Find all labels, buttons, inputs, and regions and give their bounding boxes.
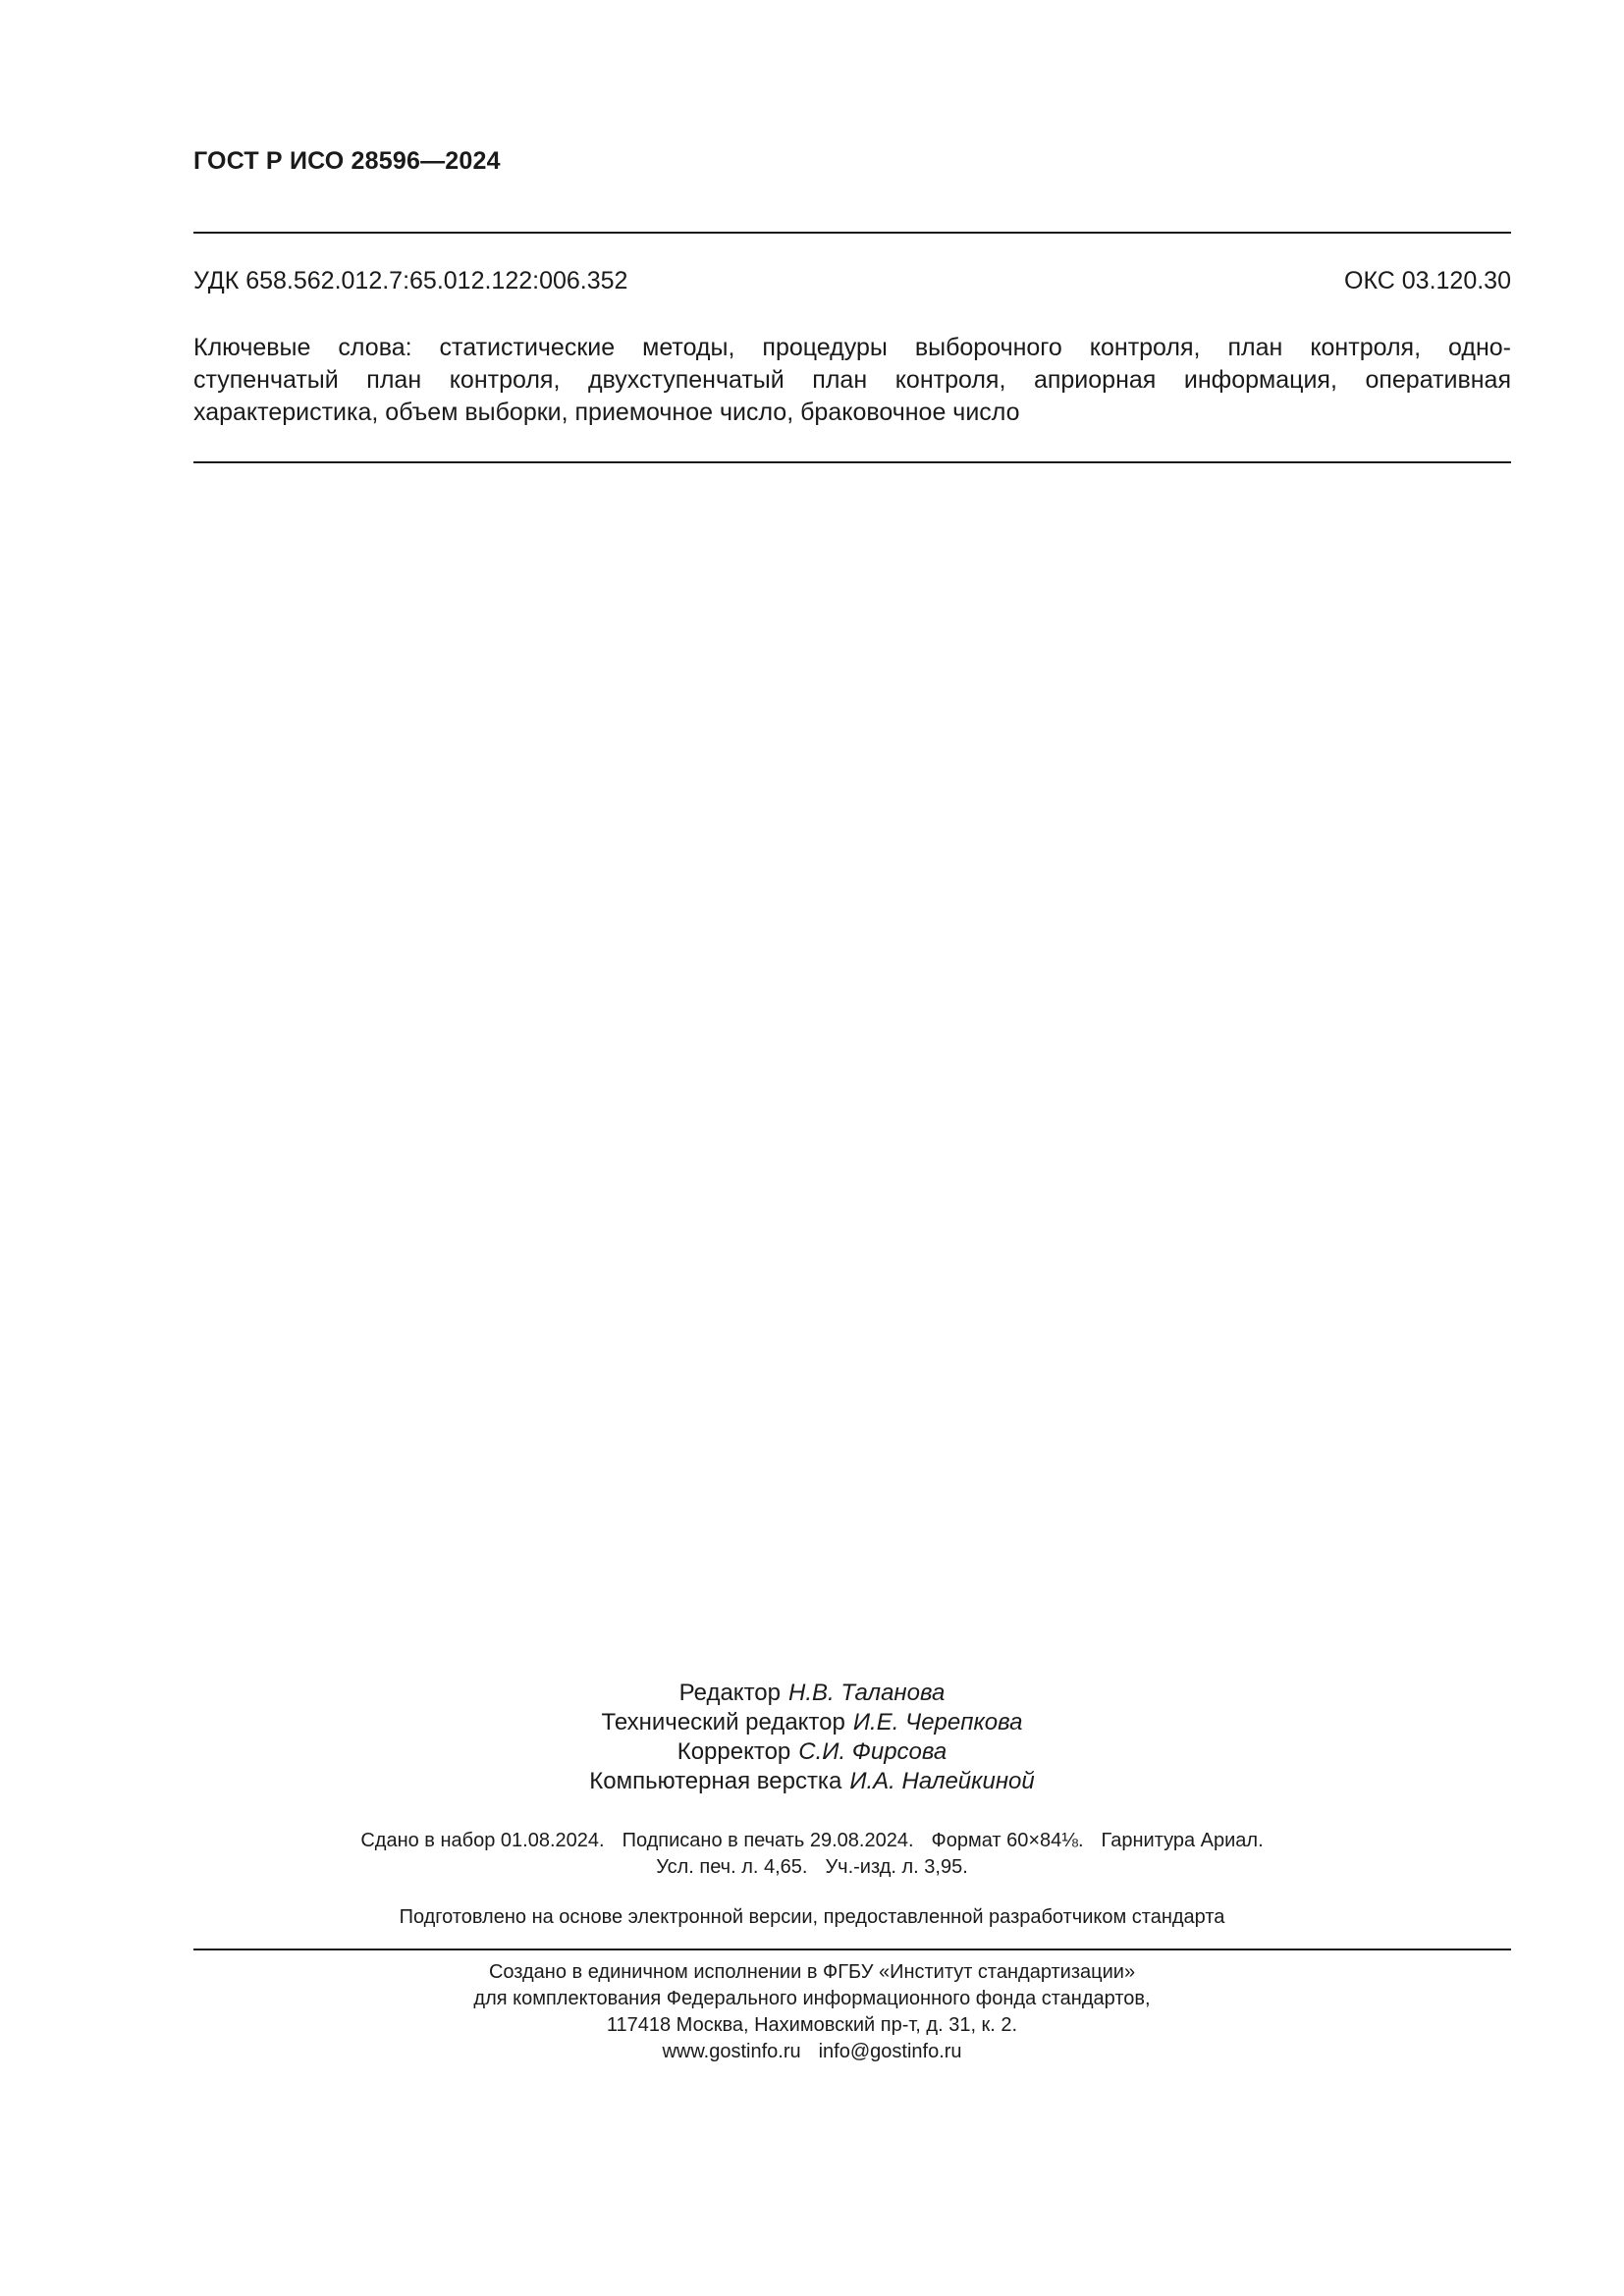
credit-role: Технический редактор (601, 1709, 845, 1735)
keywords-divider (193, 461, 1511, 463)
publisher-block (0, 1959, 1624, 2065)
website-link[interactable]: www.gostinfo.ru (662, 2041, 801, 2062)
prepared-note: Подготовлено на основе электронной версии, предоставленной разработчиком стандарта (399, 1906, 1225, 1928)
credits-block (0, 1679, 1624, 1796)
document-code: ГОСТ Р ИСО 28596—2024 (193, 147, 501, 175)
keywords-line: Ключевые слова: статистические методы, процедуры выборочного контроля, план контроля, одно- (193, 334, 1511, 361)
print-info-line (0, 1828, 1624, 1854)
udk-code: УДК 658.562.012.7:65.012.122:006.352 (193, 267, 628, 294)
signed-date: Подписано в печать 29.08.2024. (622, 1830, 914, 1851)
classification-row (193, 267, 1511, 295)
credit-proofreader (0, 1737, 1624, 1767)
print-info-line (0, 1854, 1624, 1881)
email-link[interactable]: info@gostinfo.ru (818, 2041, 962, 2062)
print-info-block (0, 1828, 1624, 1881)
publisher-line: для комплектования Федерального информационного фонда стандартов, (473, 1988, 1151, 2009)
credit-person: И.Е. Черепкова (852, 1709, 1023, 1735)
paper-format: Формат 60×84⅛. (931, 1830, 1084, 1851)
submitted-date: Сдано в набор 01.08.2024. (360, 1830, 605, 1851)
credit-person: Н.В. Таланова (787, 1680, 946, 1706)
print-sheets: Усл. печ. л. 4,65. (656, 1856, 808, 1878)
credit-role: Редактор (678, 1680, 781, 1706)
credit-person: С.И. Фирсова (798, 1738, 947, 1765)
credit-person: И.А. Налейкиной (849, 1768, 1035, 1794)
top-divider (193, 232, 1511, 234)
keywords-paragraph (193, 332, 1511, 429)
keywords-line: характеристика, объем выборки, приемочное число, браковочное число (193, 399, 1020, 426)
publisher-line: Создано в единичном исполнении в ФГБУ «Институт стандартизации» (488, 1961, 1136, 1983)
credit-role: Корректор (677, 1738, 791, 1765)
credit-editor (0, 1679, 1624, 1708)
publisher-contacts (0, 2039, 1624, 2065)
typeface: Гарнитура Ариал. (1101, 1830, 1264, 1851)
credit-layout (0, 1767, 1624, 1796)
publisher-address: 117418 Москва, Нахимовский пр-т, д. 31, к. 2. (606, 2014, 1018, 2036)
publication-sheets: Уч.-изд. л. 3,95. (825, 1856, 968, 1878)
oks-code: ОКС 03.120.30 (1344, 267, 1511, 294)
credit-technical-editor (0, 1708, 1624, 1737)
keywords-line: ступенчатый план контроля, двухступенчатый план контроля, априорная информация, оперативная (193, 366, 1511, 394)
bottom-divider (193, 1949, 1511, 1950)
credit-role: Компьютерная верстка (589, 1768, 842, 1794)
